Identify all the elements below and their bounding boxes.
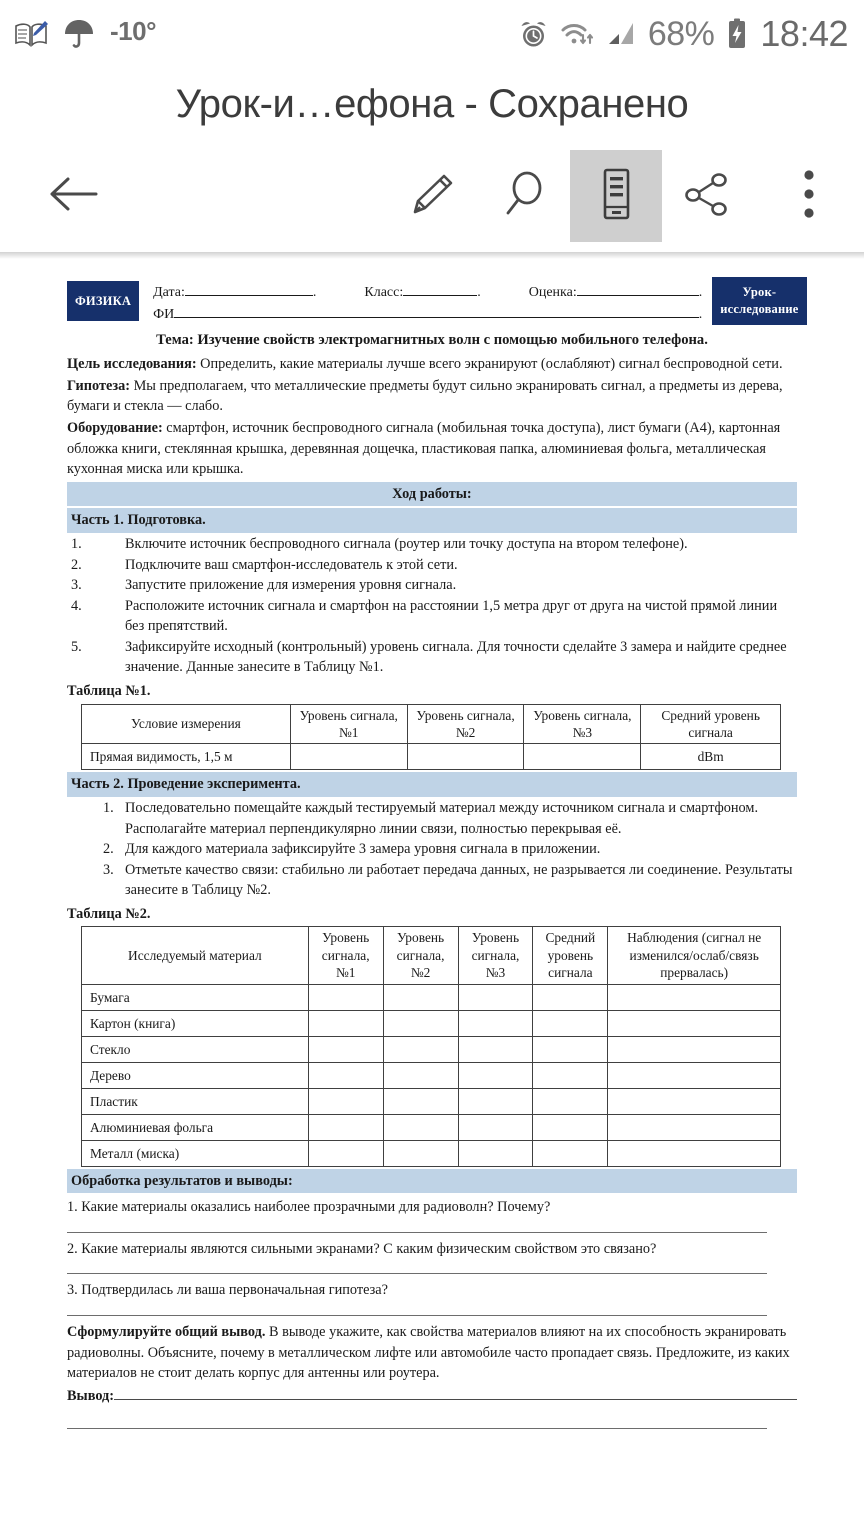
step-number: 5.	[71, 638, 82, 655]
table2-cell[interactable]	[308, 1088, 383, 1114]
table2-cell[interactable]	[533, 1036, 608, 1062]
hypothesis-text: Мы предполагаем, что металлические предметы будут сильно экранировать сигнал, а предметы из дерева, бумаги и стекла — слабо.	[67, 377, 783, 415]
mark-label: Оценка:	[528, 285, 577, 300]
hypothesis-paragraph	[67, 376, 797, 417]
document-scroll-area[interactable]	[0, 259, 864, 1535]
table2-cell[interactable]	[383, 1140, 458, 1166]
part1-step-list	[67, 534, 797, 678]
results-header: Обработка результатов и выводы:	[67, 1169, 797, 1194]
step-text: Запустите приложение для измерения уровня сигнала.	[125, 577, 457, 594]
table2-cell[interactable]	[383, 1036, 458, 1062]
edit-button[interactable]	[386, 150, 478, 242]
step-number: 1.	[103, 799, 114, 816]
table-row	[82, 984, 781, 1010]
table2-cell[interactable]	[608, 1036, 781, 1062]
step-text: Для каждого материала зафиксируйте 3 замера уровня сигнала в приложении.	[125, 841, 601, 858]
step-text: Подключите ваш смартфон-исследователь к этой сети.	[125, 556, 458, 573]
table1-cell: Прямая видимость, 1,5 м	[82, 744, 291, 770]
table2-cell[interactable]	[533, 1062, 608, 1088]
table1-header-cell: Средний уровень сигнала	[641, 704, 781, 744]
question-1: 1. Какие материалы оказались наиболее прозрачными для радиоволн? Почему?	[67, 1199, 551, 1216]
share-icon	[680, 166, 736, 227]
goal-label: Цель исследования:	[67, 356, 197, 373]
table2-cell: Пластик	[82, 1088, 309, 1114]
list-item	[67, 637, 797, 678]
clock-label: 18:42	[760, 13, 848, 54]
step-number: 2.	[103, 841, 114, 858]
table-row	[82, 1140, 781, 1166]
list-item	[67, 555, 797, 576]
list-item	[67, 575, 797, 596]
document-title-bar	[0, 68, 864, 140]
table2-cell[interactable]	[458, 1140, 533, 1166]
table1-header-cell: Уровень сигнала, №2	[407, 704, 524, 744]
table2-cell: Металл (миска)	[82, 1140, 309, 1166]
document-view-icon	[590, 165, 642, 228]
table2-cell[interactable]	[308, 984, 383, 1010]
part2-step-list	[103, 798, 797, 901]
status-bar-right	[518, 13, 848, 55]
conclusion-rule-2[interactable]	[67, 1428, 767, 1429]
class-label: Класс:	[364, 285, 404, 300]
lesson-type-badge: Урок-исследование	[712, 277, 806, 325]
step-text: Включите источник беспроводного сигнала (роутер или точку доступа на втором телефоне).	[125, 535, 688, 552]
table-row	[82, 1088, 781, 1114]
date-period: .	[312, 285, 317, 300]
table2-cell[interactable]	[533, 1088, 608, 1114]
step-number: 3.	[103, 861, 114, 878]
alarm-clock-icon	[518, 19, 549, 50]
list-item	[67, 534, 797, 555]
table2-cell[interactable]	[608, 1062, 781, 1088]
progress-header: Ход работы:	[67, 482, 797, 507]
table1	[81, 704, 781, 771]
header-fields	[139, 277, 712, 325]
document-page	[67, 277, 797, 1429]
step-text: Последовательно помещайте каждый тестируемый материал между источником сигнала и смартфоном. Располагайте материал перпендикулярно линии связи, полностью перекрывая её.	[125, 799, 759, 837]
class-input[interactable]	[403, 281, 477, 296]
table2-cell[interactable]	[308, 1036, 383, 1062]
table2-cell[interactable]	[608, 1114, 781, 1140]
table2-cell[interactable]	[308, 1140, 383, 1166]
conclusion-paragraph	[67, 1322, 797, 1384]
answer-rule-1[interactable]	[67, 1232, 767, 1233]
table1-header-cell: Уровень сигнала, №3	[524, 704, 641, 744]
fio-period: .	[698, 307, 703, 323]
step-number: 2.	[71, 556, 82, 573]
mark-period: .	[698, 285, 703, 300]
table2-cell[interactable]	[458, 1062, 533, 1088]
back-arrow-icon	[46, 170, 104, 223]
battery-percent-label: 68%	[647, 14, 715, 53]
app-toolbar	[0, 140, 864, 252]
date-label: Дата:	[153, 285, 185, 300]
table-row	[82, 1010, 781, 1036]
table-row	[82, 744, 781, 770]
table2-cell[interactable]	[458, 1010, 533, 1036]
equipment-paragraph	[67, 418, 797, 480]
list-item	[103, 839, 797, 860]
overflow-menu-icon	[802, 168, 816, 225]
table-row	[82, 1036, 781, 1062]
table-header-row	[82, 927, 781, 984]
goal-text: Определить, какие материалы лучше всего экранируют (ослабляют) сигнал беспроводной сети.	[196, 356, 783, 373]
table2-cell[interactable]	[458, 1036, 533, 1062]
pencil-icon	[404, 166, 460, 227]
step-text: Расположите источник сигнала и смартфон на расстоянии 1,5 метра друг от друга на чистой прямой линии без препятствий.	[125, 597, 778, 635]
table2-cell[interactable]	[458, 1114, 533, 1140]
equipment-text: смартфон, источник беспроводного сигнала (мобильная точка доступа), лист бумаги (А4), картонная обложка книги, стеклянная крышка, деревянная дощечка, пластиковая папка, алюминиевая фольга, металлическая кухонная миска или крышка.	[67, 420, 781, 478]
share-button[interactable]	[662, 150, 754, 242]
umbrella-icon	[62, 17, 96, 51]
part2-header: Часть 2. Проведение эксперимента.	[67, 772, 797, 797]
step-number: 4.	[71, 597, 82, 614]
question-2: 2. Какие материалы являются сильными экранами? С каким физическим свойством это связано?	[67, 1240, 657, 1257]
page-title: Урок-и…ефона - Сохранено	[175, 81, 689, 126]
table2-cell[interactable]	[383, 1062, 458, 1088]
table1-header-cell: Уровень сигнала, №1	[290, 704, 407, 744]
hypothesis-label: Гипотеза:	[67, 377, 131, 394]
step-text: Отметьте качество связи: стабильно ли работает передача данных, не разрывается ли соединение. Результаты занесите в Таблицу №2.	[125, 861, 793, 899]
cellular-signal-icon	[607, 19, 637, 50]
conclusion-label: Сформулируйте общий вывод.	[67, 1324, 266, 1341]
table-row	[82, 1114, 781, 1140]
table1-caption: Таблица №1.	[67, 682, 151, 699]
table-row	[82, 1062, 781, 1088]
table2-cell[interactable]	[383, 984, 458, 1010]
table2-cell[interactable]	[308, 1010, 383, 1036]
part1-header: Часть 1. Подготовка.	[67, 508, 797, 533]
table1-cell[interactable]	[407, 744, 524, 770]
view-mode-button[interactable]	[570, 150, 662, 242]
table2-cell[interactable]	[383, 1010, 458, 1036]
table2-cell[interactable]	[608, 1088, 781, 1114]
more-options-button[interactable]	[754, 140, 864, 252]
table1-cell[interactable]	[524, 744, 641, 770]
table2-cell[interactable]	[608, 1010, 781, 1036]
document-topic: Тема: Изучение свойств электромагнитных волн с помощью мобильного телефона.	[156, 332, 708, 349]
status-bar-left	[14, 17, 156, 51]
conclusion-output-label: Вывод:	[67, 1387, 115, 1404]
table2-cell: Стекло	[82, 1036, 309, 1062]
wifi-icon	[560, 19, 596, 50]
date-input[interactable]	[185, 281, 313, 296]
table2-cell[interactable]	[533, 984, 608, 1010]
header-fields-row2	[153, 303, 702, 325]
back-button[interactable]	[0, 140, 150, 252]
fio-input[interactable]	[174, 303, 699, 318]
table1-header-cell: Условие измерения	[82, 704, 291, 744]
table2-cell[interactable]	[533, 1140, 608, 1166]
table2-cell[interactable]	[383, 1088, 458, 1114]
table2-header-cell: Исследуемый материал	[82, 927, 309, 984]
table2-header-cell: Уровень сигнала, №3	[458, 927, 533, 984]
android-status-bar	[0, 0, 864, 68]
goal-paragraph	[67, 354, 797, 375]
table2-cell: Бумага	[82, 984, 309, 1010]
list-item	[103, 798, 797, 839]
table1-cell[interactable]	[290, 744, 407, 770]
table2-cell[interactable]	[383, 1114, 458, 1140]
table2-cell[interactable]	[308, 1062, 383, 1088]
search-button[interactable]	[478, 150, 570, 242]
class-period: .	[477, 285, 481, 300]
table1-cell[interactable]: dBm	[641, 744, 781, 770]
table2-cell: Алюминиевая фольга	[82, 1114, 309, 1140]
table2-cell[interactable]	[533, 1114, 608, 1140]
table2-cell[interactable]	[533, 1010, 608, 1036]
step-number: 1.	[71, 535, 82, 552]
battery-charging-icon	[725, 17, 749, 51]
table2-cell[interactable]	[458, 984, 533, 1010]
mark-input[interactable]	[577, 281, 699, 296]
table2-cell: Дерево	[82, 1062, 309, 1088]
conclusion-text: В выводе укажите, как свойства материалов влияют на их способность экранировать радиоволны. Объясните, почему в металлическом лифте или автомобиле часто пропадает связь. Предложите, из каких материалов не стоит делать корпус для антенны или роутера.	[67, 1324, 790, 1382]
table2-cell[interactable]	[458, 1088, 533, 1114]
list-item	[67, 596, 797, 637]
conclusion-input[interactable]	[114, 1385, 797, 1400]
notes-book-icon	[14, 19, 48, 49]
toolbar-divider	[0, 252, 864, 259]
table2-cell[interactable]	[608, 1140, 781, 1166]
list-item	[103, 860, 797, 901]
question-3: 3. Подтвердилась ли ваша первоначальная гипотеза?	[67, 1282, 388, 1299]
search-icon	[496, 166, 552, 227]
subject-badge: ФИЗИКА	[67, 281, 139, 321]
header-fields-row1	[153, 281, 702, 303]
table2	[81, 926, 781, 1166]
equipment-label: Оборудование:	[67, 420, 163, 437]
table-header-row	[82, 704, 781, 744]
conclusion-entry-row	[67, 1385, 797, 1407]
step-number: 3.	[71, 577, 82, 594]
answer-rule-2[interactable]	[67, 1273, 767, 1274]
document-header-block	[67, 277, 797, 325]
step-text: Зафиксируйте исходный (контрольный) уровень сигнала. Для точности сделайте 3 замера и найдите среднее значение. Данные занесите в Таблицу №1.	[125, 638, 787, 676]
table2-cell[interactable]	[608, 984, 781, 1010]
answer-rule-3[interactable]	[67, 1315, 767, 1316]
table2-header-cell: Наблюдения (сигнал не изменился/ослаб/связь прервалась)	[608, 927, 781, 984]
table2-cell[interactable]	[308, 1114, 383, 1140]
table2-header-cell: Средний уровень сигнала	[533, 927, 608, 984]
table2-header-cell: Уровень сигнала, №2	[383, 927, 458, 984]
fio-label: ФИ	[153, 307, 175, 323]
table2-header-cell: Уровень сигнала, №1	[308, 927, 383, 984]
temperature-label: -10°	[110, 15, 156, 46]
table2-caption: Таблица №2.	[67, 905, 151, 922]
table2-cell: Картон (книга)	[82, 1010, 309, 1036]
